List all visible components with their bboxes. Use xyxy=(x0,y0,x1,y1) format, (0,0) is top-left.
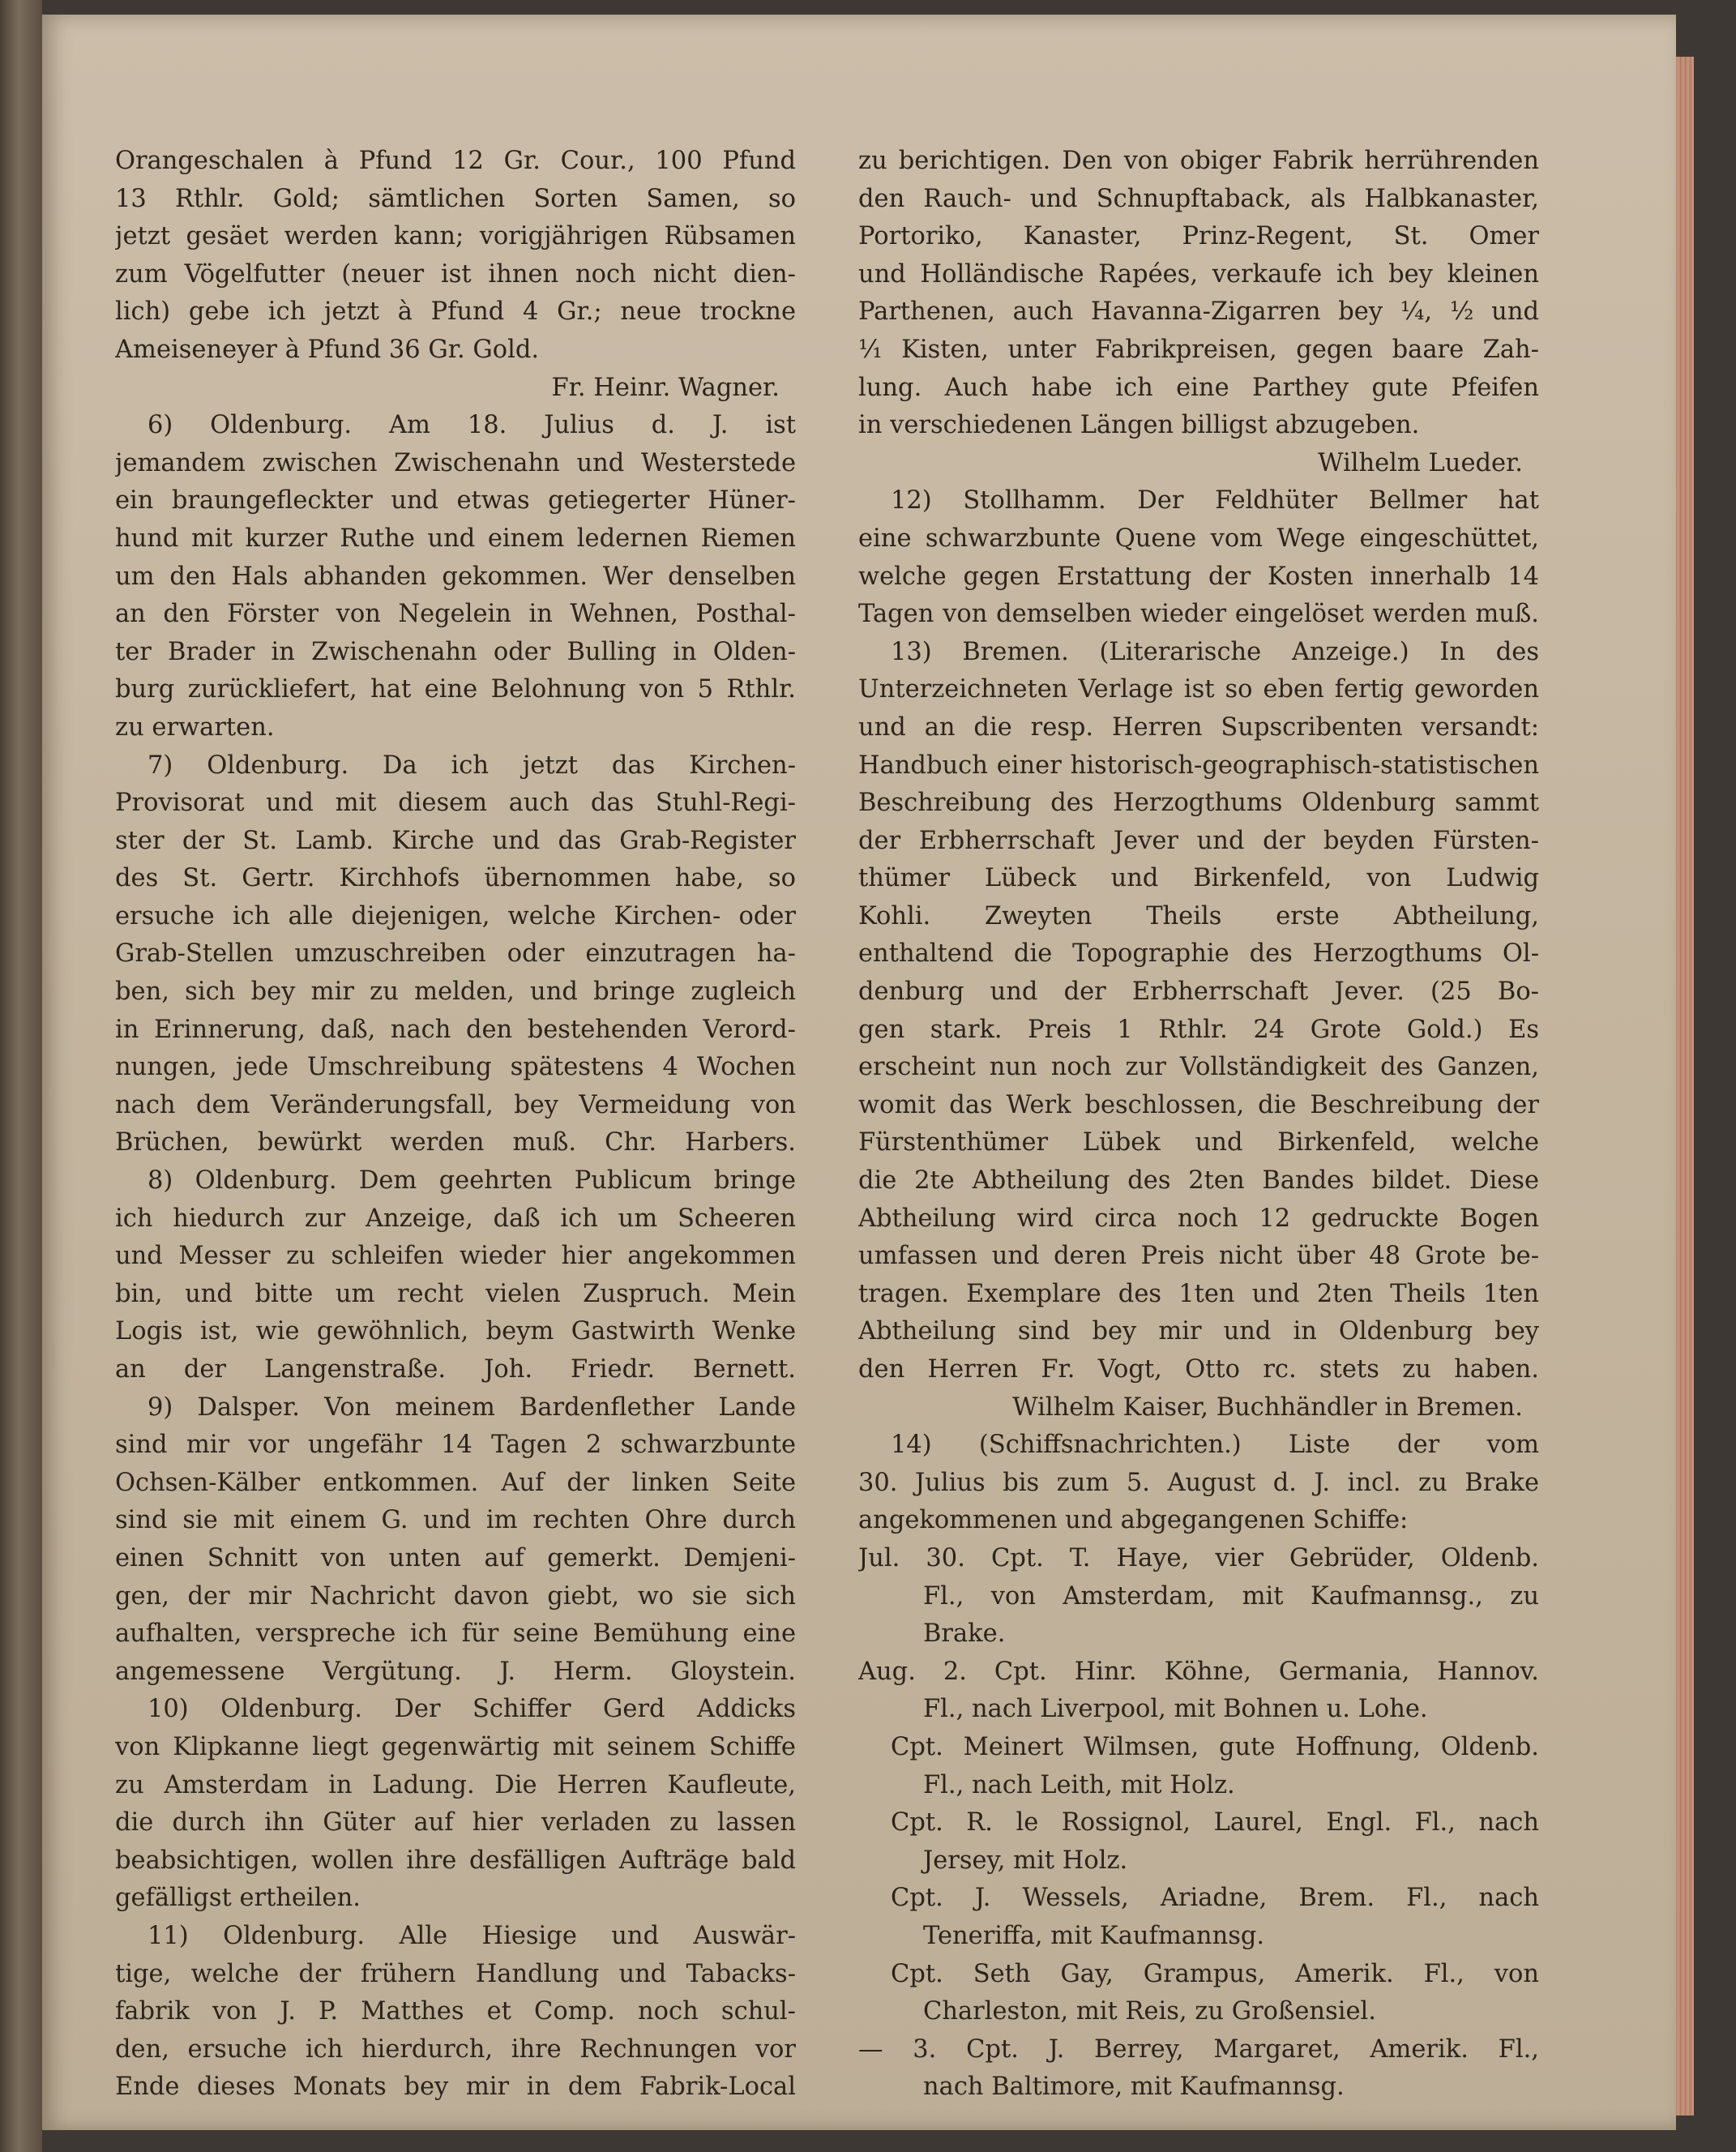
text-line: Cpt. R. le Rossignol, Laurel, Engl. Fl., nach xyxy=(891,1808,1539,1838)
text-line: lung. Auch habe ich eine Parthey gute Pfeifen xyxy=(858,373,1539,402)
text-line: den Rauch- und Schnupftaback, als Halbkanaster, xyxy=(858,184,1539,213)
text-line: um den Hals abhanden gekommen. Wer denselben xyxy=(115,562,796,591)
text-line: jemandem zwischen Zwischenahn und Westerstede xyxy=(115,448,796,477)
text-line: welche gegen Erstattung der Kosten innerhalb 14 xyxy=(858,562,1539,591)
text-line: der Erbherrschaft Jever und der beyden Fürsten- xyxy=(858,826,1539,855)
text-line: thümer Lübeck und Birkenfeld, von Ludwig xyxy=(858,864,1539,893)
text-line: Fl., nach Leith, mit Holz. xyxy=(923,1770,1235,1799)
right-text-column xyxy=(858,143,1539,2107)
text-line: bin, und bitte um recht vielen Zuspruch. Mein xyxy=(115,1279,796,1308)
text-line: fabrik von J. P. Matthes et Comp. noch schul- xyxy=(115,1997,796,2026)
text-line: sind sie mit einem G. und im rechten Ohre durch xyxy=(115,1506,796,1535)
text-line: Charleston, mit Reis, zu Großensiel. xyxy=(923,1997,1376,2026)
text-line: 14) (Schiffsnachrichten.) Liste der vom xyxy=(891,1431,1539,1460)
text-line: zu berichtigen. Den von obiger Fabrik herrührenden xyxy=(858,147,1539,175)
text-line: Cpt. Seth Gay, Grampus, Amerik. Fl., von xyxy=(891,1959,1539,1988)
text-line: denburg und der Erbherrschaft Jever. (25 Bo- xyxy=(858,978,1539,1007)
text-line: 10) Oldenburg. Der Schiffer Gerd Addicks xyxy=(148,1695,796,1724)
text-line: Wilhelm Kaiser, Buchhändler in Bremen. xyxy=(1012,1393,1523,1422)
newspaper-page xyxy=(42,15,1676,2130)
text-line: sind mir vor ungefähr 14 Tagen 2 schwarzbunte xyxy=(115,1431,796,1460)
text-line: angekommenen und abgegangenen Schiffe: xyxy=(858,1506,1409,1535)
text-line: und Messer zu schleifen wieder hier angekommen xyxy=(115,1242,796,1271)
text-line: tragen. Exemplare des 1ten und 2ten Theils 1ten xyxy=(858,1279,1539,1308)
text-line: ein braungefleckter und etwas getiegerter Hüner- xyxy=(115,486,796,516)
text-line: Brake. xyxy=(923,1619,1006,1649)
text-line: ⅟₁ Kisten, unter Fabrikpreisen, gegen baare Zah- xyxy=(858,335,1539,364)
text-line: zum Vögelfutter (neuer ist ihnen noch nicht dien- xyxy=(115,259,796,289)
text-line: Fl., nach Liverpool, mit Bohnen u. Lohe. xyxy=(923,1695,1428,1724)
text-line: die 2te Abtheilung des 2ten Bandes bildet. Diese xyxy=(858,1166,1539,1196)
text-line: Unterzeichneten Verlage ist so eben fertig geworden xyxy=(858,675,1539,704)
adjacent-page-edge xyxy=(0,0,42,2152)
text-line: Jul. 30. Cpt. T. Haye, vier Gebrüder, Oldenb. xyxy=(858,1543,1539,1572)
text-line: einen Schnitt von unten auf gemerkt. Demjeni- xyxy=(115,1543,796,1572)
text-line: 30. Julius bis zum 5. August d. J. incl. zu Brake xyxy=(858,1468,1539,1497)
page-stack-edge xyxy=(1676,57,1694,2116)
text-line: angemessene Vergütung. J. Herm. Gloystein. xyxy=(115,1657,796,1686)
text-line: 9) Dalsper. Von meinem Bardenflether Lande xyxy=(148,1393,796,1422)
text-line: eine schwarzbunte Quene vom Wege eingeschüttet, xyxy=(858,524,1539,553)
text-line: ich hiedurch zur Anzeige, daß ich um Scheeren xyxy=(115,1204,796,1233)
text-line: Fürstenthümer Lübek und Birkenfeld, welche xyxy=(858,1128,1539,1157)
text-line: 13) Bremen. (Literarische Anzeige.) In des xyxy=(891,637,1539,666)
text-line: die durch ihn Güter auf hier verladen zu lassen xyxy=(115,1808,796,1838)
text-line: Cpt. J. Wessels, Ariadne, Brem. Fl., nach xyxy=(891,1884,1539,1913)
text-line: Tagen von demselben wieder eingelöset werden muß. xyxy=(858,600,1539,629)
text-line: Orangeschalen à Pfund 12 Gr. Cour., 100 Pfund xyxy=(115,147,796,175)
text-line: Logis ist, wie gewöhnlich, beym Gastwirth Wenke xyxy=(115,1317,796,1346)
text-line: ersuche ich alle diejenigen, welche Kirchen- oder xyxy=(115,901,796,931)
text-line: Ochsen-Kälber entkommen. Auf der linken Seite xyxy=(115,1468,796,1497)
text-line: nach dem Veränderungsfall, bey Vermeidung von xyxy=(115,1090,796,1119)
text-line: nach Baltimore, mit Kaufmannsg. xyxy=(923,2073,1345,2102)
left-text-column xyxy=(115,143,796,2107)
text-line: gen stark. Preis 1 Rthlr. 24 Grote Gold.) Es xyxy=(858,1015,1539,1044)
text-line: lich) gebe ich jetzt à Pfund 4 Gr.; neue trockne xyxy=(115,297,796,327)
text-line: von Klipkanne liegt gegenwärtig mit seinem Schiffe xyxy=(115,1732,796,1761)
text-line: gen, der mir Nachricht davon giebt, wo sie sich xyxy=(115,1581,796,1611)
text-line: Aug. 2. Cpt. Hinr. Köhne, Germania, Hannov. xyxy=(858,1657,1539,1686)
text-line: Abtheilung sind bey mir und in Oldenburg bey xyxy=(858,1317,1539,1346)
text-line: ster der St. Lamb. Kirche und das Grab-Register xyxy=(115,826,796,855)
text-line: den Herren Fr. Vogt, Otto rc. stets zu haben. xyxy=(858,1355,1539,1384)
text-line: in verschiedenen Längen billigst abzugeben. xyxy=(858,411,1420,440)
text-line: Handbuch einer historisch-geographisch-statistischen xyxy=(858,751,1539,780)
text-line: Grab-Stellen umzuschreiben oder einzutragen ha- xyxy=(115,939,796,969)
text-line: Teneriffa, mit Kaufmannsg. xyxy=(923,1921,1265,1950)
text-line: Ende dieses Monats bey mir in dem Fabrik-Local xyxy=(115,2073,796,2102)
text-line: Ameiseneyer à Pfund 36 Gr. Gold. xyxy=(115,335,540,364)
text-line: zu erwarten. xyxy=(115,712,275,742)
text-line: 7) Oldenburg. Da ich jetzt das Kirchen- xyxy=(148,751,796,780)
text-line: in Erinnerung, daß, nach den bestehenden Verord- xyxy=(115,1015,796,1044)
text-line: Wilhelm Lueder. xyxy=(1318,448,1523,477)
text-line: Kohli. Zweyten Theils erste Abtheilung, xyxy=(858,901,1539,931)
text-line: ter Brader in Zwischenahn oder Bulling in Olden- xyxy=(115,637,796,666)
text-line: erscheint nun noch zur Vollständigkeit des Ganzen, xyxy=(858,1053,1539,1082)
text-line: 13 Rthlr. Gold; sämtlichen Sorten Samen, so xyxy=(115,184,796,213)
text-line: Parthenen, auch Havanna-Zigarren bey ¼, ½ und xyxy=(858,297,1539,327)
text-line: 12) Stollhamm. Der Feldhüter Bellmer hat xyxy=(891,486,1539,516)
text-line: enthaltend die Topographie des Herzogthums Ol- xyxy=(858,939,1539,969)
text-line: Cpt. Meinert Wilmsen, gute Hoffnung, Oldenb. xyxy=(891,1732,1539,1761)
text-line: und an die resp. Herren Supscribenten versandt: xyxy=(858,712,1539,742)
text-line: hund mit kurzer Ruthe und einem ledernen Riemen xyxy=(115,524,796,553)
text-line: 11) Oldenburg. Alle Hiesige und Auswär- xyxy=(148,1921,796,1950)
text-line: an der Langenstraße. Joh. Friedr. Bernett. xyxy=(115,1355,796,1384)
text-line: Provisorat und mit diesem auch das Stuhl-Regi- xyxy=(115,789,796,818)
text-line: 8) Oldenburg. Dem geehrten Publicum bringe xyxy=(148,1166,796,1196)
text-line: und Holländische Rapées, verkaufe ich bey kleinen xyxy=(858,259,1539,289)
text-line: gefälligst ertheilen. xyxy=(115,1884,361,1913)
text-line: Abtheilung wird circa noch 12 gedruckte Bogen xyxy=(858,1204,1539,1233)
text-line: zu Amsterdam in Ladung. Die Herren Kaufleute, xyxy=(115,1770,796,1799)
text-line: — 3. Cpt. J. Berrey, Margaret, Amerik. Fl., xyxy=(858,2034,1539,2064)
text-line: den, ersuche ich hierdurch, ihre Rechnungen vor xyxy=(115,2034,796,2064)
text-line: Fr. Heinr. Wagner. xyxy=(551,373,780,402)
text-line: burg zurückliefert, hat eine Belohnung von 5 Rthlr. xyxy=(115,675,796,704)
text-line: jetzt gesäet werden kann; vorigjährigen Rübsamen xyxy=(115,222,796,251)
text-line: an den Förster von Negelein in Wehnen, Posthal- xyxy=(115,600,796,629)
text-line: womit das Werk beschlossen, die Beschreibung der xyxy=(858,1090,1539,1119)
text-line: 6) Oldenburg. Am 18. Julius d. J. ist xyxy=(148,411,796,440)
text-line: Portoriko, Kanaster, Prinz-Regent, St. Omer xyxy=(858,222,1539,251)
text-line: umfassen und deren Preis nicht über 48 Grote be- xyxy=(858,1242,1539,1271)
text-line: nungen, jede Umschreibung spätestens 4 Wochen xyxy=(115,1053,796,1082)
text-line: tige, welche der frühern Handlung und Tabacks- xyxy=(115,1959,796,1988)
text-line: Jersey, mit Holz. xyxy=(923,1846,1128,1875)
text-line: Fl., von Amsterdam, mit Kaufmannsg., zu xyxy=(923,1581,1539,1611)
text-line: Brüchen, bewürkt werden muß. Chr. Harbers. xyxy=(115,1128,796,1157)
text-line: Beschreibung des Herzogthums Oldenburg sammt xyxy=(858,789,1539,818)
text-line: aufhalten, verspreche ich für seine Bemühung eine xyxy=(115,1619,796,1649)
text-line: ben, sich bey mir zu melden, und bringe zugleich xyxy=(115,978,796,1007)
text-line: des St. Gertr. Kirchhofs übernommen habe, so xyxy=(115,864,796,893)
text-line: beabsichtigen, wollen ihre desfälligen Aufträge bald xyxy=(115,1846,796,1875)
